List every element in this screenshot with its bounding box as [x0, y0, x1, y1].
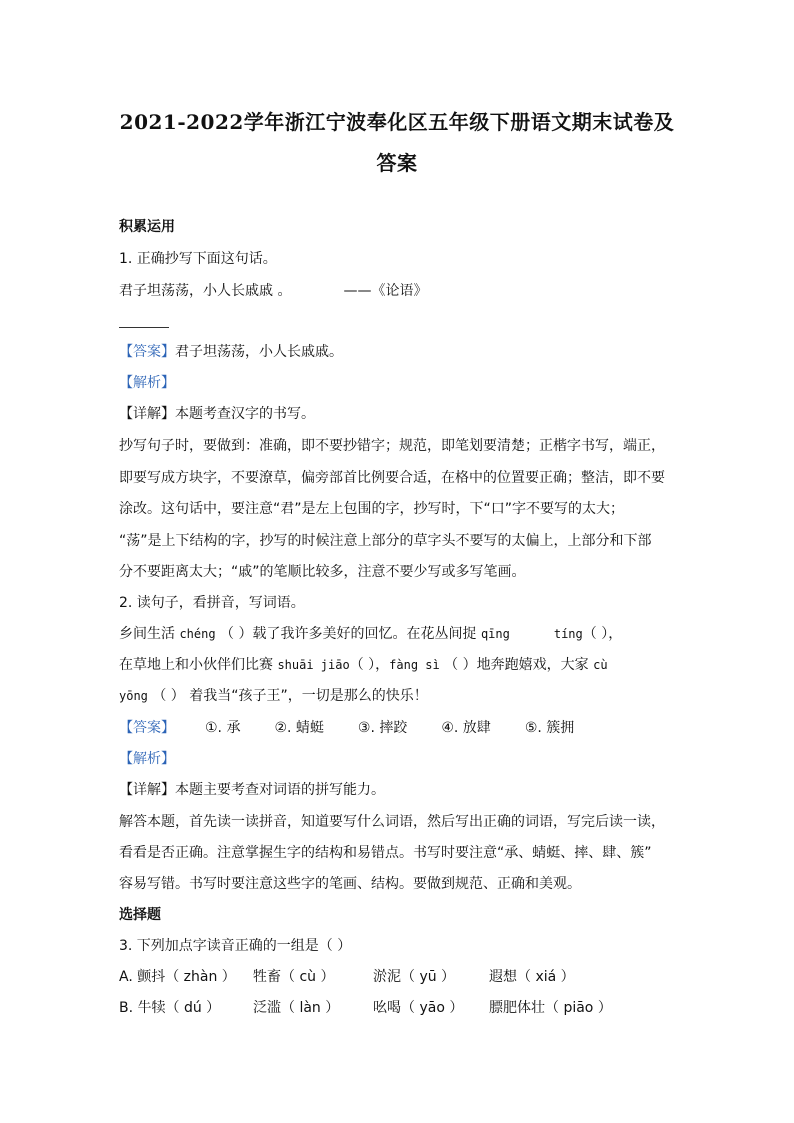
q2-answer-row: [119, 718, 574, 738]
q1-body-line: 涂改。这句话中，要注意“君”是左上包围的字，抄写时，下“口”字不要写的太大；: [119, 501, 625, 517]
q2-text: 乡间生活: [119, 626, 180, 642]
analysis-tag: 【解析】: [119, 375, 175, 391]
document-title-line1: 2021-2022学年浙江宁波奉化区五年级下册语文期末试卷及: [119, 110, 675, 134]
q2-sentence-line3: [119, 686, 428, 706]
q2-sentence-line1: [119, 624, 622, 644]
q2-prompt: 2. 读句子，看拼音，写词语。: [119, 595, 305, 611]
q2-answer-item: ①. 承: [205, 720, 241, 736]
q2-answer-item: ⑤. 簇拥: [524, 720, 575, 736]
pinyin: tíng: [553, 627, 583, 641]
q1-prompt: 1. 正确抄写下面这句话。: [119, 251, 277, 267]
q1-body-line: 抄写句子时，要做到：准确，即不要抄错字；规范，即笔划要清楚；正楷字书写，端正，: [119, 438, 665, 454]
q2-text: （ ），: [349, 657, 390, 673]
q1-sentence-row: [119, 281, 427, 301]
q1-body-line: “荡”是上下结构的字，抄写的时候注意上部分的草字头不要写的太偏上，上部分和下部: [119, 533, 652, 549]
section-heading-choice: 选择题: [119, 907, 161, 923]
q2-text: 在草地上和小伙伴们比赛: [119, 657, 278, 673]
pinyin: cù: [593, 658, 608, 672]
q2-text: （ ）载了我许多美好的回忆。在花丛间捉: [215, 626, 481, 642]
q1-answer: 君子坦荡荡，小人长戚戚。: [175, 344, 343, 360]
q3-option-a: [119, 967, 575, 987]
q3-option-b-item: 泛滥（ làn ）: [253, 1000, 340, 1016]
q3-option-b-item: B. 牛犊（ dú ）: [119, 1000, 221, 1016]
pinyin: chéng: [179, 627, 216, 641]
document-title-line2: 答案: [376, 151, 418, 175]
q2-detail-intro: 本题主要考查对词语的拼写能力。: [175, 782, 385, 798]
q1-detail-intro: 本题考查汉字的书写。: [175, 406, 315, 422]
pinyin: fàng sì: [389, 658, 440, 672]
q1-body-line: 分不要距离太大；“戚”的笔顺比较多，注意不要少写或多写笔画。: [119, 564, 526, 580]
q2-body-line: 容易写错。书写时要注意这些字的笔画、结构。要做到规范、正确和美观。: [119, 876, 581, 892]
q2-body-line: 看看是否正确。注意掌握生字的结构和易错点。书写时要注意“承、蜻蜓、摔、肆、簇”: [119, 845, 652, 861]
q3-option-a-item: 牲畜（ cù ）: [253, 969, 335, 985]
answer-tag: 【答案】: [119, 344, 175, 360]
q3-option-b-item: 吆喝（ yāo ）: [373, 1000, 464, 1016]
q2-text: （ ），: [582, 626, 623, 642]
analysis-tag: 【解析】: [119, 751, 175, 767]
q2-text: （ ） 着我当“孩子王”，一切是那么的快乐！: [147, 688, 428, 704]
q1-source: ——《论语》: [343, 283, 428, 299]
answer-separator: [119, 327, 169, 328]
q3-option-a-item: 遐想（ xiá ）: [489, 969, 575, 985]
answer-tag: 【答案】: [119, 720, 175, 736]
q3-option-a-item: A. 颤抖（ zhàn ）: [119, 969, 236, 985]
q1-answer-row: [119, 342, 343, 362]
pinyin: qīng: [480, 627, 510, 641]
pinyin: yōng: [119, 689, 148, 703]
q2-answer-item: ③. 摔跤: [357, 720, 408, 736]
q2-body-line: 解答本题，首先读一读拼音，知道要写什么词语，然后写出正确的词语，写完后读一读，: [119, 814, 665, 830]
q1-sentence: 君子坦荡荡，小人长戚戚 。: [119, 283, 292, 299]
q3-option-b-item: 膘肥体壮（ piāo ）: [489, 1000, 612, 1016]
q2-sentence-line2: [119, 655, 608, 675]
q3-prompt: 3. 下列加点字读音正确的一组是（ ）: [119, 938, 352, 954]
q2-answer-item: ②. 蜻蜓: [274, 720, 324, 736]
detail-tag: 【详解】: [119, 406, 175, 422]
section-heading-accumulation: 积累运用: [119, 219, 175, 235]
q3-option-a-item: 淤泥（ yū ）: [373, 969, 456, 985]
q2-answer-item: ④. 放肆: [441, 720, 491, 736]
pinyin: shuāi jiāo: [277, 658, 350, 672]
q2-detail-row: [119, 780, 385, 800]
q1-detail-row: [119, 404, 315, 424]
q3-option-b: [119, 998, 612, 1018]
q1-body-line: 即要写成方块字，不要潦草，偏旁部首比例要合适，在格中的位置要正确；整洁，即不要: [119, 470, 665, 486]
q2-text: （ ）地奔跑嬉戏，大家: [439, 657, 594, 673]
detail-tag: 【详解】: [119, 782, 175, 798]
